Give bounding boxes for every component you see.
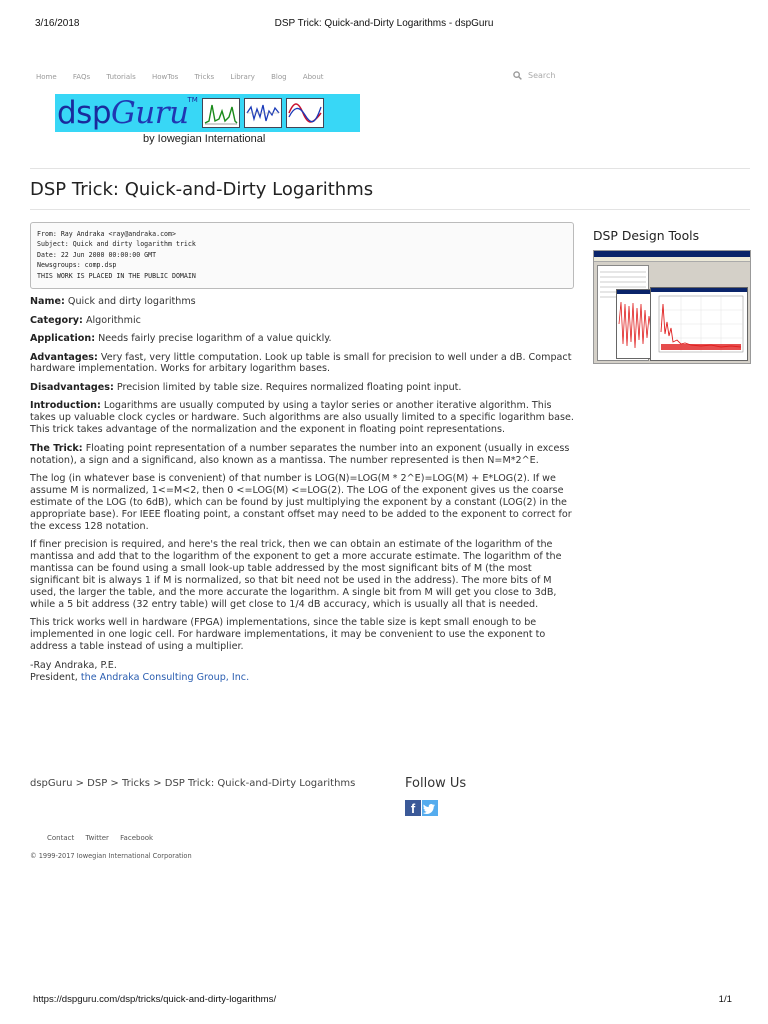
logo-waveform-icon: [244, 98, 282, 128]
print-date: 3/16/2018: [35, 18, 80, 29]
site-logo[interactable]: [55, 94, 360, 132]
nav-home[interactable]: Home: [36, 73, 57, 81]
field-introduction: Introduction: Logarithms are usually computed by using a taylor series or another iterative algorithm. This takes up valuable clock cycles or hardware. Such algorithms are also usually limited to a specific logarithm base. This trick takes advantage of the normalization and the exponent in floating point representations.: [30, 400, 574, 436]
sidebar-title: DSP Design Tools: [593, 228, 700, 243]
field-advantages: Advantages: Very fast, very little computation. Look up table is small for precision to well under a dB. Compact hardware implementation. Works for arbitary logarithm bases.: [30, 351, 572, 375]
nav-faqs[interactable]: FAQs: [72, 73, 91, 81]
paragraph-log: The log (in whatever base is convenient) of that number is LOG(N)=LOG(M * 2^E)=LOG(M) + E*LOG(2). If we assume M is normalized, 1<=M<2, then 0 <=LOG(M) <=LOG(2). The LOG of the exponent gives us the coarse estimate of the LOG (to 6dB), which can be found by just multiplying the exponent by a constant (LOG(2) in the appropriate base). For IEEE floating point, a constant offset may need to be added to the exponent to correct for the excess 128 notation.: [30, 473, 572, 532]
copyright: © 1999-2017 Iowegian International Corporation: [30, 852, 192, 860]
field-the-trick: The Trick: Floating point representation of a number separates the number into an exponent (usually in excess notation), a sign and a significand, also known as a mantissa. The number represented is then N=M*2^E.: [30, 442, 570, 466]
breadcrumb[interactable]: dspGuru > DSP > Tricks > DSP Trick: Quick-and-Dirty Logarithms: [30, 778, 356, 789]
follow-us-heading: Follow Us: [405, 776, 467, 791]
footer-links: [47, 834, 162, 842]
print-header: [30, 18, 738, 32]
social-icons: [405, 800, 438, 816]
signature-name: -Ray Andraka, P.E.: [30, 659, 117, 671]
email-date: Date: 22 Jun 2000 00:00:00 GMT: [37, 250, 157, 259]
footer-link-twitter[interactable]: Twitter: [85, 834, 109, 842]
email-header-box: [30, 222, 574, 289]
logo-spectrum-icon: [202, 98, 240, 128]
field-name: Name: Quick and dirty logarithms: [30, 296, 196, 307]
email-subject: Subject: Quick and dirty logarithm trick: [37, 240, 196, 249]
print-page-number: 1/1: [718, 994, 732, 1005]
title-divider: [30, 209, 750, 210]
signature: [30, 660, 575, 684]
nav-about[interactable]: About: [302, 73, 324, 81]
nav-tutorials[interactable]: Tutorials: [106, 73, 136, 81]
nav-blog[interactable]: Blog: [271, 73, 287, 81]
email-from: From: Ray Andraka <ray@andraka.com>: [37, 230, 176, 238]
logo-tm: TM: [187, 96, 198, 104]
nav-library[interactable]: Library: [230, 73, 255, 81]
logo-wordmark: dspGuru: [57, 95, 189, 131]
email-license: THIS WORK IS PLACED IN THE PUBLIC DOMAIN: [37, 271, 196, 280]
search-icon: [513, 71, 522, 80]
print-title: DSP Trick: Quick-and-Dirty Logarithms - dspGuru: [274, 18, 494, 29]
top-nav: [36, 73, 338, 81]
logo-byline: by Iowegian International: [143, 133, 266, 145]
email-newsgroups: Newsgroups: comp.dsp: [37, 261, 117, 270]
dsp-design-tools-screenshot[interactable]: [593, 250, 751, 364]
andraka-link[interactable]: the Andraka Consulting Group, Inc.: [80, 671, 250, 683]
header-divider: [30, 168, 750, 169]
field-disadvantages: Disadvantages: Precision limited by table size. Requires normalized floating point input.: [30, 381, 462, 393]
logo-sine-icon: [286, 98, 324, 128]
print-url: https://dspguru.com/dsp/tricks/quick-and-dirty-logarithms/: [33, 994, 277, 1005]
article-body: [30, 296, 575, 683]
field-category: Category: Algorithmic: [30, 314, 141, 326]
twitter-icon[interactable]: [422, 800, 438, 816]
search-placeholder: Search: [528, 71, 556, 80]
signature-title: President,: [30, 671, 78, 683]
footer-link-facebook[interactable]: Facebook: [120, 834, 154, 842]
facebook-icon[interactable]: f: [405, 800, 421, 816]
paragraph-hardware: This trick works well in hardware (FPGA) implementations, since the table size is kept small enough to be implemented in one logic cell. For hardware implementations, it may be convenient to use the exponent to address a table instead of using a multiplier.: [30, 617, 546, 653]
nav-tricks[interactable]: Tricks: [194, 73, 215, 81]
paragraph-finer-precision: If finer precision is required, and here's the real trick, then we can obtain an estimate of the logarithm of the mantissa and add that to the logarithm of the exponent to get a more accurate estimate. The logarithm of the mantissa can be found using a small look-up table addressed by the most significant bits of M (the most significant bit is always 1 if M is normalized, so that bit need not be used in the address). The more bits of M used, the larger the table, and the more accurate the logarithm. A single bit from M will get you close to 3dB, while a 5 bit address (32 entry table) will get close to 1/4 dB accuracy, which is usually all that is needed.: [30, 539, 562, 610]
nav-howtos[interactable]: HowTos: [151, 73, 179, 81]
page-title: DSP Trick: Quick-and-Dirty Logarithms: [30, 179, 374, 200]
footer-link-contact[interactable]: Contact: [47, 834, 75, 842]
search-box[interactable]: [513, 71, 555, 80]
field-application: Application: Needs fairly precise logarithm of a value quickly.: [30, 333, 332, 344]
